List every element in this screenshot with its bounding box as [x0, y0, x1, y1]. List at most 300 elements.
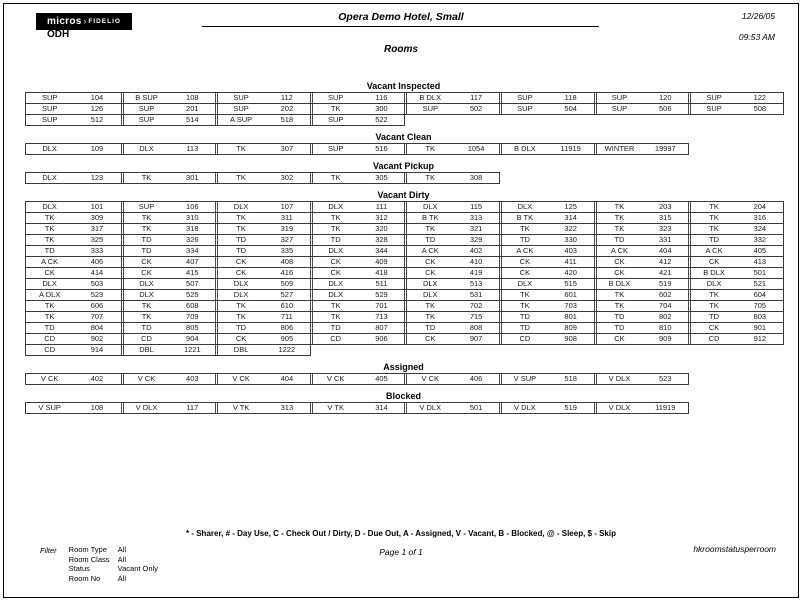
room-cell — [310, 312, 405, 322]
room-type: TD — [614, 312, 625, 321]
room-number: 316 — [753, 213, 767, 222]
filter-field-value: Vacant Only — [117, 564, 158, 573]
section-vacant-pickup — [4, 160, 798, 184]
table-row — [25, 373, 689, 385]
filter-row — [69, 564, 158, 574]
room-type: TD — [236, 246, 247, 255]
room-type: TK — [330, 301, 341, 310]
room-cell — [404, 93, 499, 103]
room-number: 703 — [564, 301, 577, 310]
room-cell — [310, 323, 405, 333]
room-number: 606 — [90, 301, 104, 310]
room-type: TK — [425, 144, 436, 153]
room-cell — [26, 334, 121, 344]
room-type: SUP — [327, 115, 344, 124]
section-assigned — [4, 361, 798, 385]
room-number: 344 — [375, 246, 388, 255]
room-cell — [26, 323, 121, 333]
section-title: Assigned — [383, 362, 424, 372]
room-cell — [310, 268, 405, 278]
table-row — [25, 224, 784, 235]
filter-field-label: Room Type — [68, 545, 107, 554]
room-type: TK — [236, 312, 246, 321]
room-number: 405 — [753, 246, 767, 255]
room-type: A CK — [610, 246, 628, 255]
room-type: TK — [709, 213, 719, 222]
room-cell — [594, 312, 689, 322]
room-number: 313 — [280, 403, 294, 412]
room-number: 506 — [659, 104, 672, 113]
room-number: 523 — [659, 374, 672, 383]
room-cell — [594, 290, 689, 300]
room-type: CK — [235, 257, 247, 266]
room-cell — [310, 279, 405, 289]
room-number: 504 — [564, 104, 577, 113]
table-row — [25, 143, 689, 155]
room-number: 113 — [186, 144, 199, 153]
room-type: SUP — [706, 104, 722, 113]
table-row — [25, 115, 405, 126]
table-row — [25, 312, 784, 323]
room-number: 126 — [90, 104, 104, 113]
room-cell — [215, 202, 310, 212]
room-cell — [26, 104, 121, 114]
section-title: Vacant Clean — [375, 132, 432, 142]
room-type: V CK — [137, 374, 156, 383]
room-cell — [594, 279, 689, 289]
room-type: DLX — [706, 279, 722, 288]
room-type: TK — [141, 301, 152, 310]
room-type: TD — [709, 312, 720, 321]
room-type: V DLX — [514, 403, 536, 412]
room-cell — [26, 312, 121, 322]
room-number: 327 — [280, 235, 294, 244]
table-row — [25, 334, 784, 345]
room-type: CK — [235, 334, 247, 343]
filter-field-value: All — [117, 573, 127, 583]
room-number: 320 — [375, 224, 388, 233]
room-cell — [215, 93, 310, 103]
room-type: B TK — [422, 213, 439, 222]
room-cell — [404, 224, 499, 234]
room-cell — [499, 301, 594, 311]
room-cell — [688, 246, 783, 256]
room-number: 418 — [375, 268, 388, 277]
room-cell — [215, 268, 310, 278]
room-type: DLX — [139, 279, 154, 288]
room-number: 122 — [753, 93, 767, 102]
room-type: DLX — [42, 144, 57, 153]
room-number: 318 — [186, 224, 199, 233]
room-type: CK — [141, 257, 152, 266]
table-row — [25, 104, 784, 115]
room-cell — [121, 144, 216, 154]
room-type: CD — [519, 334, 531, 343]
room-number: 314 — [375, 403, 388, 412]
room-type: TD — [614, 323, 625, 332]
room-number: 503 — [90, 279, 104, 288]
room-type: CK — [330, 268, 341, 277]
room-type: TK — [44, 301, 55, 310]
room-number: 416 — [280, 268, 294, 277]
room-cell — [215, 374, 310, 384]
room-number: 409 — [375, 257, 388, 266]
room-cell — [594, 202, 689, 212]
room-number: 914 — [90, 345, 104, 354]
filter-field-value: All — [117, 554, 127, 564]
room-number: 602 — [659, 290, 672, 299]
room-type: TK — [520, 301, 530, 310]
room-cell — [499, 312, 594, 322]
room-number: 905 — [280, 334, 294, 343]
room-type: DLX — [42, 173, 57, 182]
room-number: 531 — [469, 290, 483, 299]
section-vacant-dirty — [4, 189, 798, 356]
room-cell — [26, 257, 121, 267]
room-cell — [594, 246, 689, 256]
room-number: 501 — [469, 403, 483, 412]
room-number: 11919 — [560, 144, 581, 153]
room-type: TD — [141, 235, 152, 244]
room-cell — [594, 334, 689, 344]
section-vacant-inspected — [4, 80, 798, 126]
room-number: 801 — [564, 312, 577, 321]
room-type: TK — [614, 301, 625, 310]
room-cell — [404, 301, 499, 311]
room-type: A CK — [41, 257, 59, 266]
room-type: CK — [519, 268, 531, 277]
room-type: V SUP — [513, 374, 537, 383]
room-cell — [404, 202, 499, 212]
logo-fidelio-text: FIDELIO — [88, 18, 121, 25]
room-type: TD — [614, 235, 625, 244]
room-number: 912 — [753, 334, 767, 343]
room-cell — [688, 202, 783, 212]
room-type: TD — [44, 323, 55, 332]
room-cell — [26, 224, 121, 234]
room-number: 529 — [375, 290, 388, 299]
table-row — [25, 323, 784, 334]
room-number: 117 — [186, 403, 199, 412]
room-type: TK — [709, 202, 719, 211]
room-number: 804 — [90, 323, 104, 332]
room-number: 810 — [659, 323, 672, 332]
room-type: TK — [44, 213, 55, 222]
room-cell — [215, 290, 310, 300]
room-number: 601 — [564, 290, 577, 299]
room-number: 404 — [280, 374, 294, 383]
room-type: SUP — [138, 115, 155, 124]
room-number: 803 — [753, 312, 767, 321]
room-number: 713 — [375, 312, 388, 321]
room-cell — [26, 235, 121, 245]
room-type: V TK — [232, 403, 250, 412]
room-number: 413 — [753, 257, 767, 266]
room-type: TK — [330, 213, 341, 222]
room-cell — [404, 235, 499, 245]
room-cell — [26, 345, 121, 355]
filter-block — [40, 545, 158, 583]
room-cell — [594, 213, 689, 223]
room-number: 405 — [375, 374, 388, 383]
room-type: V CK — [40, 374, 59, 383]
room-cell — [121, 235, 216, 245]
room-number: 312 — [375, 213, 388, 222]
room-type: V CK — [421, 374, 440, 383]
room-type: SUP — [233, 104, 249, 113]
room-cell — [121, 246, 216, 256]
room-number: 709 — [186, 312, 199, 321]
filter-label: Filter — [40, 546, 57, 555]
table-row — [25, 246, 784, 257]
room-number: 414 — [90, 268, 104, 277]
room-number: 809 — [564, 323, 577, 332]
room-number: 406 — [469, 374, 483, 383]
room-number: 412 — [659, 257, 672, 266]
room-number: 104 — [90, 93, 104, 102]
room-cell — [26, 403, 121, 413]
room-type: TD — [519, 235, 530, 244]
room-cell — [594, 301, 689, 311]
room-cell — [404, 246, 499, 256]
room-type: V DLX — [419, 403, 442, 412]
room-cell — [404, 312, 499, 322]
room-cell — [310, 144, 405, 154]
room-number: 333 — [90, 246, 104, 255]
room-type: CD — [141, 334, 152, 343]
room-cell — [404, 334, 499, 344]
room-type: DLX — [42, 279, 57, 288]
room-number: 509 — [280, 279, 294, 288]
room-number: 311 — [280, 213, 293, 222]
section-title: Vacant Pickup — [372, 161, 435, 171]
room-type: CK — [614, 268, 625, 277]
room-cell — [121, 403, 216, 413]
room-number: 610 — [280, 301, 294, 310]
room-type: SUP — [41, 104, 58, 113]
room-number: 902 — [90, 334, 104, 343]
report-page — [3, 3, 799, 598]
room-type: A DLX — [39, 290, 61, 299]
room-type: CK — [330, 257, 341, 266]
room-cell — [499, 144, 594, 154]
room-number: 516 — [375, 144, 388, 153]
room-type: TK — [614, 213, 625, 222]
room-type: TK — [425, 312, 436, 321]
room-type: CK — [425, 334, 436, 343]
room-number: 116 — [375, 93, 388, 102]
room-type: SUP — [517, 93, 533, 102]
room-type: SUP — [41, 115, 58, 124]
room-cell — [26, 268, 121, 278]
room-number: 523 — [90, 290, 104, 299]
table-row — [25, 345, 311, 356]
room-number: 107 — [280, 202, 294, 211]
room-number: 802 — [659, 312, 672, 321]
filter-row — [69, 555, 158, 565]
room-cell — [404, 279, 499, 289]
room-cell — [26, 93, 121, 103]
room-number: 307 — [280, 144, 294, 153]
room-number: 203 — [659, 202, 672, 211]
room-number: 305 — [375, 173, 388, 182]
room-type: TK — [141, 312, 152, 321]
room-cell — [310, 224, 405, 234]
room-cell — [121, 345, 216, 355]
room-type: A CK — [705, 246, 723, 255]
room-cell — [404, 173, 499, 183]
room-cell — [121, 104, 216, 114]
room-cell — [499, 374, 594, 384]
room-cell — [499, 213, 594, 223]
room-type: DBL — [233, 345, 249, 354]
room-type: SUP — [611, 93, 628, 102]
room-type: B TK — [516, 213, 534, 222]
room-cell — [310, 290, 405, 300]
room-type: B DLX — [419, 93, 442, 102]
room-number: 508 — [753, 104, 767, 113]
property-code: ODH — [47, 29, 70, 40]
room-number: 125 — [564, 202, 577, 211]
room-number: 519 — [564, 403, 577, 412]
room-cell — [121, 213, 216, 223]
section-title: Blocked — [385, 391, 421, 401]
room-cell — [310, 213, 405, 223]
room-number: 519 — [659, 279, 672, 288]
filter-row — [69, 574, 158, 584]
room-number: 406 — [90, 257, 104, 266]
room-cell — [310, 115, 405, 125]
room-number: 404 — [659, 246, 672, 255]
room-type: TK — [425, 301, 436, 310]
room-cell — [121, 290, 216, 300]
room-cell — [688, 235, 783, 245]
table-row — [25, 235, 784, 246]
room-type: TK — [236, 213, 246, 222]
room-number: 325 — [90, 235, 104, 244]
room-type: TK — [141, 173, 152, 182]
report-title: Rooms — [384, 44, 418, 55]
room-type: TK — [236, 144, 246, 153]
room-number: 202 — [280, 104, 294, 113]
room-number: 315 — [659, 213, 672, 222]
room-number: 901 — [753, 323, 767, 332]
room-cell — [688, 257, 783, 267]
room-type: DLX — [233, 202, 249, 211]
room-number: 403 — [186, 374, 199, 383]
room-type: B DLX — [703, 268, 725, 277]
room-number: 501 — [753, 268, 767, 277]
room-cell — [688, 312, 783, 322]
logo-micros-text: micros — [47, 16, 82, 27]
room-number: 518 — [564, 374, 577, 383]
filter-row — [69, 545, 158, 555]
room-number: 1222 — [278, 345, 296, 354]
room-cell — [404, 104, 499, 114]
room-number: 608 — [186, 301, 199, 310]
room-number: 402 — [90, 374, 104, 383]
room-type: B DLX — [608, 279, 631, 288]
room-type: DLX — [328, 246, 343, 255]
room-number: 704 — [659, 301, 672, 310]
room-number: 310 — [186, 213, 199, 222]
room-cell — [215, 213, 310, 223]
room-type: DLX — [328, 279, 343, 288]
room-type: SUP — [611, 104, 628, 113]
status-legend: * - Sharer, # - Day Use, C - Check Out / Dirty, D - Due Out, A - Assigned, V - Vacant, B - Blocked, @ - Sleep, $ - Skip — [186, 529, 616, 538]
room-cell — [121, 279, 216, 289]
section-blocked — [4, 390, 798, 414]
room-type: DLX — [422, 290, 438, 299]
room-type: TK — [44, 235, 55, 244]
room-type: TK — [330, 173, 341, 182]
room-type: CK — [708, 257, 720, 266]
room-number: 319 — [280, 224, 294, 233]
room-cell — [26, 213, 121, 223]
room-number: 328 — [375, 235, 388, 244]
room-type: CD — [44, 345, 56, 354]
room-number: 300 — [375, 104, 388, 113]
room-number: 521 — [753, 279, 767, 288]
table-row — [25, 301, 784, 312]
room-type: DLX — [422, 279, 438, 288]
room-cell — [26, 144, 121, 154]
room-cell — [26, 279, 121, 289]
room-cell — [121, 224, 216, 234]
room-number: 711 — [280, 312, 293, 321]
room-type: TD — [236, 323, 247, 332]
room-cell — [594, 268, 689, 278]
room-number: 518 — [280, 115, 294, 124]
room-cell — [215, 345, 310, 355]
room-type: TK — [709, 290, 719, 299]
room-number: 511 — [375, 279, 388, 288]
room-type: DLX — [233, 290, 249, 299]
room-cell — [310, 173, 405, 183]
room-type: B SUP — [135, 93, 158, 102]
table-row — [25, 268, 784, 279]
room-cell — [499, 224, 594, 234]
room-cell — [26, 173, 121, 183]
room-type: CK — [614, 334, 625, 343]
room-number: 108 — [186, 93, 199, 102]
room-cell — [121, 301, 216, 311]
room-type: SUP — [327, 144, 344, 153]
room-type: DLX — [139, 144, 154, 153]
room-type: TD — [44, 246, 55, 255]
room-number: 204 — [753, 202, 767, 211]
room-cell — [404, 257, 499, 267]
room-cell — [688, 213, 783, 223]
room-number: 515 — [564, 279, 577, 288]
room-number: 317 — [90, 224, 104, 233]
room-cell — [310, 257, 405, 267]
room-type: DLX — [139, 290, 154, 299]
room-cell — [310, 93, 405, 103]
room-type: TD — [141, 323, 152, 332]
room-type: CK — [708, 323, 720, 332]
table-row — [25, 402, 689, 414]
room-type: TK — [141, 224, 152, 233]
room-cell — [404, 213, 499, 223]
room-number: 117 — [470, 93, 483, 102]
room-type: V CK — [232, 374, 250, 383]
room-type: TD — [425, 323, 436, 332]
room-type: CK — [141, 268, 152, 277]
room-type: SUP — [233, 93, 249, 102]
room-cell — [121, 173, 216, 183]
room-cell — [215, 279, 310, 289]
